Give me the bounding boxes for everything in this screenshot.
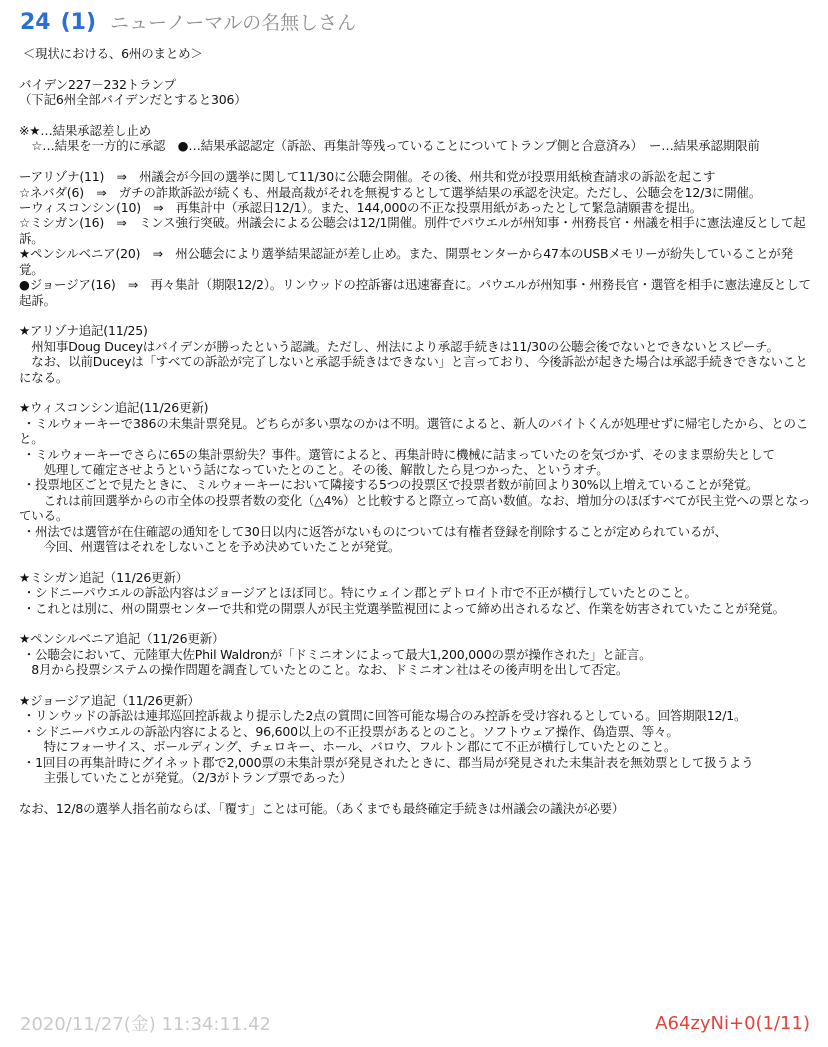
reply-count-link[interactable]: (1) (60, 10, 97, 35)
post-timestamp: 2020/11/27(金) 11:34:11.42 (20, 1014, 271, 1035)
user-id-link[interactable]: A64zyNi+0(1/11) (655, 1012, 810, 1034)
post-footer (20, 1010, 810, 1036)
author-name: ニューノーマルの名無しさん (110, 12, 357, 34)
post-header (20, 8, 356, 38)
post-number[interactable]: 24 (20, 10, 51, 35)
post-body: ＜現状における、6州のまとめ＞ バイデン227－232トランプ （下記6州全部バイデンだとすると306） ※★…結果承認差し止め ☆…結果を一方的に承認 ●…結果承認認定（訴訟、再集計等残っていることについてトランプ側と合意済み） ー…結果承認期限前 ーアリゾナ(11) ⇒ 州議会が今回の選挙に関して11/30に公聴会開催。その後、州共和党が投票用紙検査請求の訴訟を起こす ☆ネバダ(6) ⇒ ガチの詐欺訴訟が続くも、州最高裁がそれを無視するとして選挙結果の承認を決定。ただし、公聴会を12/3に開催。 ーウィスコンシン(10) ⇒ 再集計中（承認日12/1）。また、144,000の不正な投票用紙があったとして緊急請願書を提出。 ☆ミシガン(16) ⇒ ミンス強行突破。州議会による公聴会は12/1開催。別件でパウエルが州知事・州務長官・州議を相手に憲法違反として起訴。 ★ペンシルベニア(20) ⇒ 州公聴会により選挙結果認証が差し止め。また、開票センターから47本のUSBメモリーが紛失していることが発覚。 ●ジョージア(16) ⇒ 再々集計（期限12/2）。リンウッドの控訴審は迅速審査に。パウエルが州知事・州務長官・選管を相手に憲法違反として起訴。 ★アリゾナ追記(11/25) 州知事Doug Duceyはバイデンが勝ったという認識。ただし、州法により承認手続きは11/30の公聴会後でないとできないとスピーチ。 なお、以前Duceyは「すべての訴訟が完了しないと承認手続きはできない」と言っており、今後訴訟が起きた場合は承認手続きできないことになる。 ★ウィスコンシン追記(11/26更新) ・ミルウォーキーで386の未集計票発見。どちらが多い票なのかは不明。選管によると、新人のバイトくんが処理せずに帰宅したから、とのこと。 ・ミルウォーキーでさらに65の集計票紛失？事件。選管によると、再集計時に機械に詰まっていたのを気づかず、そのまま票紛失として 処理して確定させようという話になっていたとのこと。その後、解散したら見つかった、というオチ。 ・投票地区ごとで見たときに、ミルウォーキーにおいて隣接する5つの投票区で投票者数が前回より30%以上増えていることが発覚。 これは前回選挙からの市全体の投票者数の変化（△4%）と比較すると際立って高い数値。なお、増加分のほぼすべてが民主党への票となっている。 ・州法では選管が在住確認の通知をして30日以内に返答がないものについては有権者登録を削除することが定められているが、 今回、州選管はそれをしないことを予め決めていたことが発覚。 ★ミシガン追記（11/26更新） ・シドニーパウエルの訴訟内容はジョージアとほぼ同じ。特にウェイン郡とデトロイト市で不正が横行していたとのこと。 ・これとは別に、州の開票センターで共和党の開票人が民主党選挙監視団によって締め出されるなど、作業を妨害されていたことが発覚。 ★ペンシルベニア追記（11/26更新） ・公聴会において、元陸軍大佐Phil Waldronが「ドミニオンによって最大1,200,000の票が操作された」と証言。 8月から投票システムの操作問題を調査していたとのこと。なお、ドミニオン社はその後声明を出して否定。 ★ジョージア追記（11/26更新） ・リンウッドの訴訟は連邦巡回控訴裁より提示した2点の質問に回答可能な場合のみ控訴を受け容れるとしている。回答期限12/1。 ・シドニーパウエルの訴訟内容によると、96,600以上の不正投票があるとのこと。ソフトウェア操作、偽造票、等々。 特にフォーサイス、ボールディング、チェロキー、ホール、バロウ、フルトン郡にて不正が横行していたとのこと。 ・1回目の再集計時にグイネット郡で2,000票の未集計票が発見されたときに、郡当局が発見された未集計表を無効票として扱うよう 主張していたことが発覚。（2/3がトランプ票であった） なお、12/8の選挙人指名前ならば、「覆す」ことは可能。（あくまでも最終確定手続きは州議会の議決が必要） (19, 46, 811, 816)
